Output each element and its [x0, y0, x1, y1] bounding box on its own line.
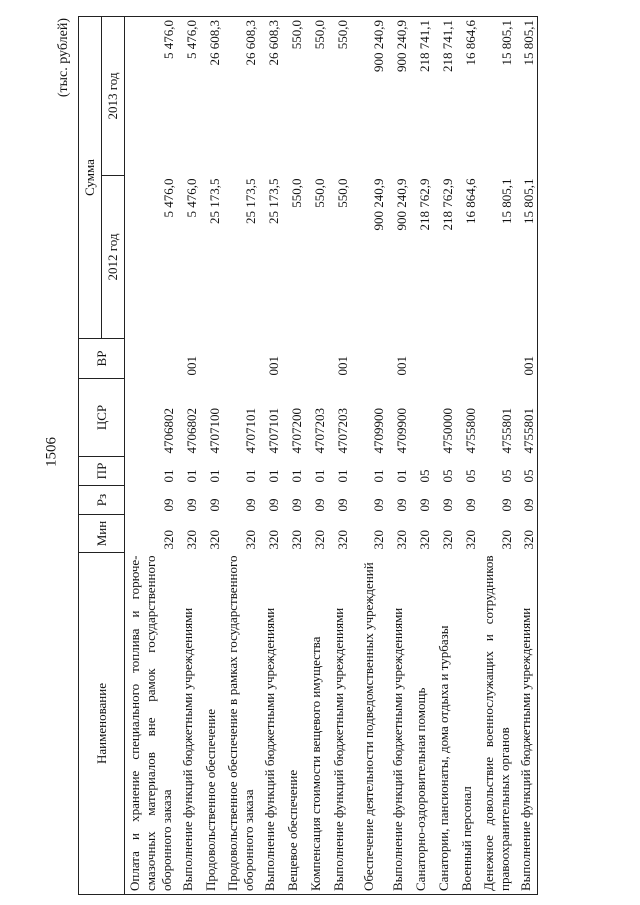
row-rz: 09 [265, 498, 281, 512]
budget-table [78, 16, 538, 895]
row-sum-2012: 218 762,9 [439, 178, 455, 231]
row-vr: 001 [393, 356, 409, 376]
row-pr: 05 [515, 457, 538, 486]
row-sum-2012: 900 240,9 [393, 178, 409, 231]
row-vr: 001 [515, 339, 538, 379]
row-vr [456, 339, 479, 379]
table-row [410, 17, 433, 895]
row-name: Компенсация стоимости вещевого имущества [305, 553, 328, 895]
row-sum-2013: 550,0 [282, 17, 305, 176]
col-header-sum: Сумма [79, 17, 102, 339]
row-sum-2012: 25 173,5 [242, 178, 258, 224]
table-row [200, 17, 223, 895]
row-name: Продовольственное обеспечение в рамках государственного оборонного заказа [223, 553, 259, 895]
row-rz: 09 [242, 498, 258, 512]
row-min: 320 [462, 530, 478, 550]
row-pr: 01 [393, 469, 409, 483]
row-rz: 09 [416, 498, 432, 512]
row-rz: 09 [439, 498, 455, 512]
row-min: 320 [439, 530, 455, 550]
row-sum-2013: 550,0 [305, 17, 328, 176]
col-header-vr: ВР [79, 339, 125, 379]
row-pr: 05 [462, 469, 478, 483]
row-pr: 01 [265, 469, 281, 483]
page-number: 1506 [43, 437, 60, 467]
row-vr [479, 339, 515, 379]
row-min: 320 [370, 530, 386, 550]
row-sum-2013: 26 608,3 [223, 17, 259, 176]
row-name: Денежное довольствие военнослужащих и сотрудников правоохранительных органов [479, 553, 515, 895]
row-vr [433, 339, 456, 379]
col-header-name: Наименование [79, 553, 125, 895]
row-sum-2013: 15 805,1 [479, 17, 515, 176]
table-row [433, 17, 456, 895]
row-min: 320 [183, 530, 199, 550]
row-sum-2013: 900 240,9 [387, 17, 410, 176]
row-sum-2013: 5 476,0 [177, 17, 200, 176]
row-vr [410, 339, 433, 379]
row-rz: 09 [498, 498, 514, 512]
col-header-2013: 2013 год [102, 17, 125, 176]
row-sum-2012: 25 173,5 [206, 178, 222, 224]
row-name: Продовольственное обеспечение [200, 553, 223, 895]
row-csr: 4707200 [288, 408, 304, 454]
row-rz: 09 [393, 498, 409, 512]
col-header-2012: 2012 год [102, 176, 125, 339]
row-vr [200, 339, 223, 379]
row-sum-2012: 550,0 [334, 178, 350, 208]
row-sum-2013: 900 240,9 [351, 17, 387, 176]
row-csr: 4755800 [462, 408, 478, 454]
row-min: 320 [206, 530, 222, 550]
row-sum-2012: 550,0 [288, 178, 304, 208]
row-min: 320 [242, 530, 258, 550]
table-row [456, 17, 479, 895]
table-row [515, 17, 538, 895]
row-sum-2012: 218 762,9 [416, 178, 432, 231]
row-csr: 4755801 [515, 379, 538, 457]
row-name: Оплата и хранение специального топлива и горюче-смазочных материалов вне рамок государственного оборонного заказа [125, 553, 177, 895]
row-sum-2013: 5 476,0 [125, 17, 177, 176]
table-row [328, 17, 351, 895]
table-row [387, 17, 410, 895]
row-sum-2012: 16 864,6 [462, 178, 478, 224]
col-header-min: Мин [79, 515, 125, 553]
row-csr: 4709900 [393, 408, 409, 454]
row-csr: 4755801 [498, 408, 514, 454]
row-pr: 01 [311, 469, 327, 483]
row-pr: 01 [334, 469, 350, 483]
table-row [259, 17, 282, 895]
row-vr [351, 339, 387, 379]
row-csr: 4709900 [370, 408, 386, 454]
row-name: Обеспечение деятельности подведомственных учреждений [351, 553, 387, 895]
row-rz: 09 [515, 486, 538, 515]
row-sum-2012: 5 476,0 [160, 178, 176, 218]
row-vr [305, 339, 328, 379]
row-rz: 09 [311, 498, 327, 512]
row-rz: 09 [183, 498, 199, 512]
row-csr: 4706802 [160, 408, 176, 454]
row-csr: 4707101 [265, 408, 281, 454]
row-min: 320 [265, 530, 281, 550]
row-rz: 09 [334, 498, 350, 512]
table-row [125, 17, 177, 895]
row-min: 320 [498, 530, 514, 550]
row-vr: 001 [265, 356, 281, 376]
row-name: Санатории, пансионаты, дома отдыха и турбазы [433, 553, 456, 895]
row-sum-2012: 15 805,1 [515, 176, 538, 339]
table-row [177, 17, 200, 895]
row-sum-2013: 26 608,3 [200, 17, 223, 176]
row-min: 320 [393, 530, 409, 550]
row-rz: 09 [370, 498, 386, 512]
row-pr: 01 [183, 469, 199, 483]
row-min: 320 [416, 530, 432, 550]
row-min: 320 [334, 530, 350, 550]
row-name: Выполнение функций бюджетными учреждениями [177, 553, 200, 895]
row-csr: 4706802 [183, 408, 199, 454]
col-header-csr: ЦСР [79, 379, 125, 457]
row-pr: 01 [206, 469, 222, 483]
row-min: 320 [515, 515, 538, 553]
row-rz: 09 [160, 498, 176, 512]
row-pr: 01 [288, 469, 304, 483]
table-row [351, 17, 387, 895]
row-sum-2013: 26 608,3 [259, 17, 282, 176]
row-min: 320 [288, 530, 304, 550]
row-name: Санаторно-оздоровительная помощь [410, 553, 433, 895]
row-name: Выполнение функций бюджетными учреждениями [515, 553, 538, 895]
row-vr [223, 339, 259, 379]
table-body [125, 17, 538, 895]
row-sum-2013: 16 864,6 [456, 17, 479, 176]
row-name: Военный персонал [456, 553, 479, 895]
row-pr: 01 [160, 469, 176, 483]
row-name: Вещевое обеспечение [282, 553, 305, 895]
row-pr: 05 [416, 469, 432, 483]
row-pr: 01 [242, 469, 258, 483]
row-sum-2012: 5 476,0 [183, 178, 199, 218]
row-pr: 05 [498, 469, 514, 483]
table-row [305, 17, 328, 895]
row-csr: 4707101 [242, 408, 258, 454]
row-sum-2013: 218 741,1 [433, 17, 456, 176]
row-sum-2013: 218 741,1 [410, 17, 433, 176]
col-header-rz: Рз [79, 486, 125, 515]
row-name: Выполнение функций бюджетными учреждениями [387, 553, 410, 895]
row-sum-2012: 15 805,1 [498, 178, 514, 224]
row-rz: 09 [462, 498, 478, 512]
row-sum-2013: 15 805,1 [515, 17, 538, 176]
units-label: (тыс. рублей) [56, 18, 71, 98]
row-vr: 001 [334, 356, 350, 376]
row-pr: 01 [370, 469, 386, 483]
col-header-pr: ПР [79, 457, 125, 486]
row-rz: 09 [206, 498, 222, 512]
row-vr [282, 339, 305, 379]
row-rz: 09 [288, 498, 304, 512]
table-row [282, 17, 305, 895]
row-sum-2012: 25 173,5 [265, 178, 281, 224]
row-sum-2012: 550,0 [311, 178, 327, 208]
row-min: 320 [160, 530, 176, 550]
table-row [479, 17, 515, 895]
row-sum-2013: 550,0 [328, 17, 351, 176]
row-vr: 001 [183, 356, 199, 376]
row-csr [410, 379, 433, 457]
row-name: Выполнение функций бюджетными учреждениями [328, 553, 351, 895]
table-header [79, 17, 125, 895]
row-csr: 4707203 [334, 408, 350, 454]
table-row [223, 17, 259, 895]
row-pr: 05 [439, 469, 455, 483]
row-sum-2012: 900 240,9 [370, 178, 386, 231]
row-min: 320 [311, 530, 327, 550]
row-csr: 4750000 [439, 408, 455, 454]
row-csr: 4707203 [311, 408, 327, 454]
row-vr [125, 339, 177, 379]
row-csr: 4707100 [206, 408, 222, 454]
row-name: Выполнение функций бюджетными учреждениями [259, 553, 282, 895]
